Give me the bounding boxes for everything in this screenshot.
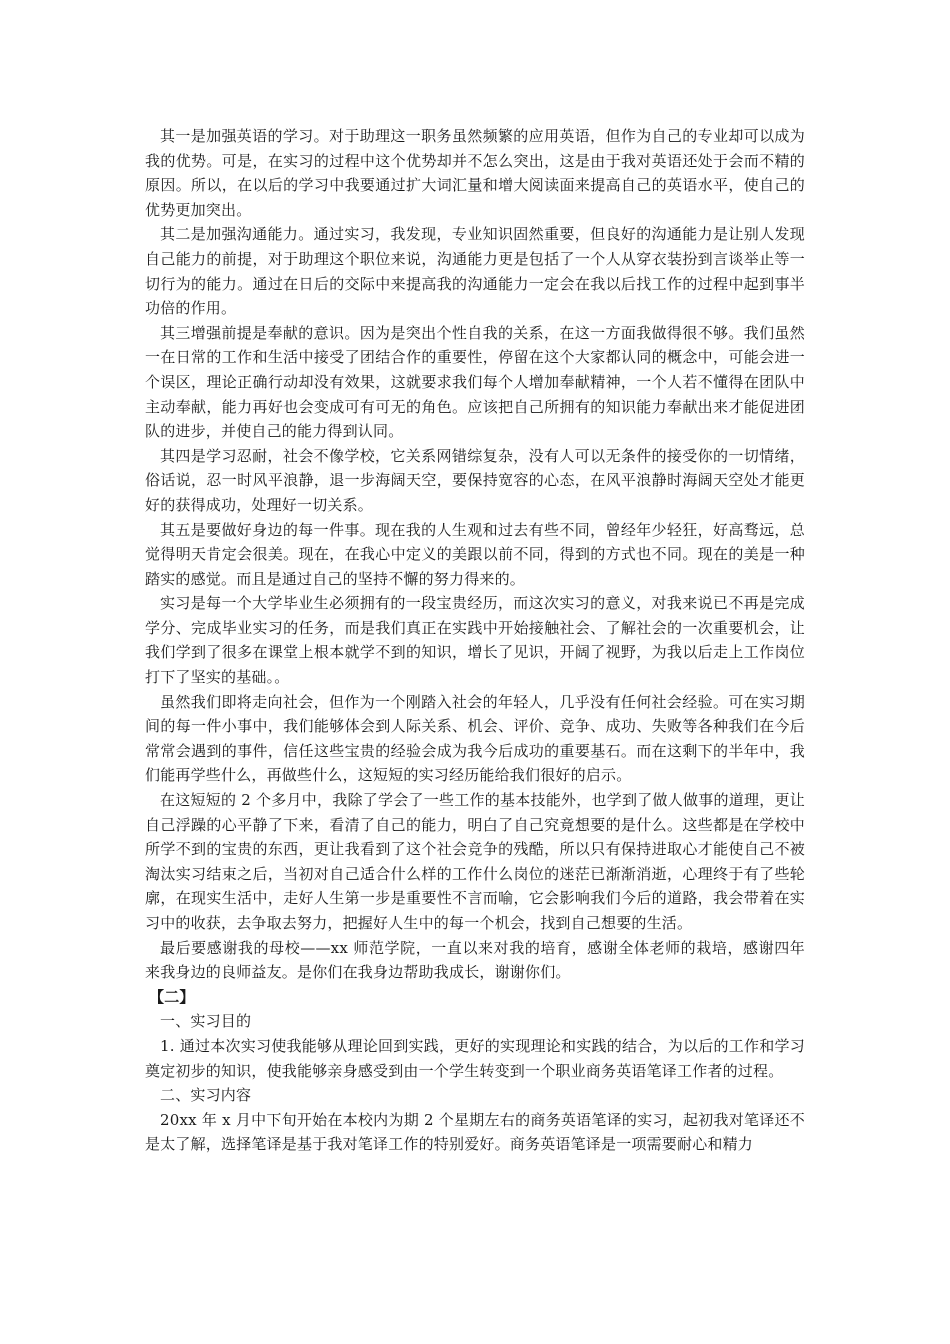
paragraph-two-months: 在这短短的 2 个多月中，我除了学会了一些工作的基本技能外，也学到了做人做事的道理，更让自己浮躁的心平静了下来，看清了自己的能力，明白了自己究竟想要的是什么。这些都是在学校中所学不到的宝贵的东西，更让我看到了这个社会竞争的残酷，所以只有保持进取心才能使自己不被淘汰实习结束之后，当初对自己适合什么样的工作什么岗位的迷茫已渐渐消逝，心理终于有了些轮廓，在现实生活中，走好人生第一步是重要性不言而喻，它会影响我们今后的道路，我会带着在实习中的收获，去争取去努力，把握好人生中的每一个机会，找到自己想要的生活。 bbox=[145, 791, 805, 932]
section2-heading: 二、实习内容 bbox=[160, 1086, 252, 1105]
paragraph-daily-tasks: 其五是要做好身边的每一件事。现在我的人生观和过去有些不同，曾经年少轻狂，好高骛远，总觉得明天肯定会很美。现在，在我心中定义的美跟以前不同，得到的方式也不同。现在的美是一种踏实的感觉。而且是通过自己的坚持不懈的努力得来的。 bbox=[145, 520, 805, 588]
section-marker: 【二】 bbox=[149, 987, 195, 1006]
paragraph-english-study: 其一是加强英语的学习。对于助理这一职务虽然频繁的应用英语，但作为自己的专业却可以成为我的优势。可是，在实习的过程中这个优势却并不怎么突出，这是由于我对英语还处于会而不精的原因。所以，在以后的学习中我要通过扩大词汇量和增大阅读面来提高自己的英语水平，使自己的优势更加突出。 bbox=[145, 127, 805, 219]
section1-heading: 一、实习目的 bbox=[160, 1012, 252, 1031]
section2-text: 20xx 年 x 月中下旬开始在本校内为期 2 个星期左右的商务英语笔译的实习，起初我对笔译还不是太了解，选择笔译是基于我对笔译工作的特别爱好。商务英语笔译是一项需要耐心和精力 bbox=[145, 1110, 805, 1154]
section1-text: 1. 通过本次实习使我能够从理论回到实践，更好的实现理论和实践的结合，为以后的工作和学习奠定初步的知识，使我能够亲身感受到由一个学生转变到一个职业商务英语笔译工作者的过程。 bbox=[145, 1036, 805, 1080]
paragraph-communication: 其二是加强沟通能力。通过实习，我发现，专业知识固然重要，但良好的沟通能力是让别人发现自己能力的前提，对于助理这个职位来说，沟通能力更是包括了一个人从穿衣装扮到言谈举止等一切行为的能力。通过在日后的交际中来提高我的沟通能力一定会在我以后找工作的过程中起到事半功倍的作用。 bbox=[145, 225, 805, 318]
document-body bbox=[145, 124, 805, 1157]
paragraph-dedication: 其三增强前提是奉献的意识。因为是突出个性自我的关系，在这一方面我做得很不够。我们虽然一在日常的工作和生活中接受了团结合作的重要性，停留在这个大家都认同的概念中，可能会进一个误区，理论正确行动却没有效果，这就要求我们每个人增加奉献精神，一个人若不懂得在团队中主动奉献，能力再好也会变成可有可无的角色。应该把自己所拥有的知识能力奉献出来才能促进团队的进步，并使自己的能力得到认同。 bbox=[145, 323, 805, 441]
paragraph-patience: 其四是学习忍耐，社会不像学校，它关系网错综复杂，没有人可以无条件的接受你的一切情绪，俗话说，忍一时风平浪静，退一步海阔天空，要保持宽容的心态，在风平浪静时海阔天空处才能更好的获得成功，处理好一切关系。 bbox=[145, 446, 805, 514]
paragraph-internship-meaning: 实习是每一个大学毕业生必须拥有的一段宝贵经历，而这次实习的意义，对我来说已不再是完成学分、完成毕业实习的任务，而是我们真正在实践中开始接触社会、了解社会的一次重要机会，让我们学到了很多在课堂上根本就学不到的知识，增长了见识，开阔了视野，为我以后走上工作岗位打下了坚实的基础。。 bbox=[145, 594, 805, 687]
paragraph-thanks: 最后要感谢我的母校——xx 师范学院，一直以来对我的培育，感谢全体老师的栽培，感谢四年来我身边的良师益友。是你们在我身边帮助我成长，谢谢你们。 bbox=[145, 938, 805, 982]
paragraph-social-experience: 虽然我们即将走向社会，但作为一个刚踏入社会的年轻人，几乎没有任何社会经验。可在实习期间的每一件小事中，我们能够体会到人际关系、机会、评价、竞争、成功、失败等各种我们在今后常常会遇到的事件，信任这些宝贵的经验会成为我今后成功的重要基石。而在这剩下的半年中，我们能再学些什么，再做些什么，这短短的实习经历能给我们很好的启示。 bbox=[145, 692, 805, 785]
